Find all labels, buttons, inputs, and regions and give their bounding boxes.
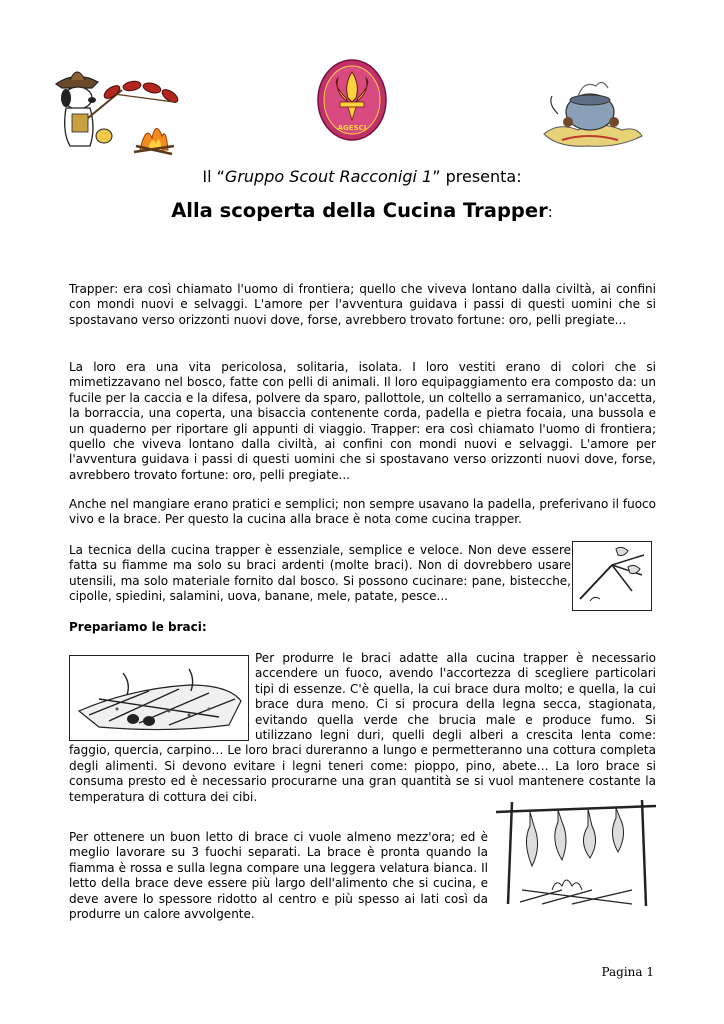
fleur-de-lis-icon bbox=[316, 58, 388, 142]
paragraph-braci-text: Per produrre le braci adatte alla cucina trapper è necessario accendere un fuoco, avendo l'accortezza di scegliere particolari tipi di essenze. C'è quella, la cui brace dura molto; e quella, la cui brace dura meno. Ci si procura della legna secca, stagionata, evitando quella verde che brucia male e produce fumo. Si utilizzano legni duri, quelli degli alberi a crescita lenta come: faggio, quercia, carpino… Le loro braci dureranno a lungo e permetteranno una cottura completa degli alimenti. Si devono evitare i legni teneri come: pioppo, pino, abete… La loro brace si consuma presto ed è necessario procurarne una gran quantità se si vuol mantenere costante la temperatura di cottura dei cibi. bbox=[69, 651, 656, 804]
agesci-fleur-de-lis-logo bbox=[316, 58, 388, 142]
page-title bbox=[0, 199, 724, 222]
svg-text:AGESCI: AGESCI bbox=[337, 124, 367, 132]
cooking-pot-icon bbox=[538, 74, 644, 150]
snoopy-campfire-logo bbox=[52, 62, 192, 158]
page-title-colon: : bbox=[547, 203, 553, 221]
paragraph-trapper-life: La loro era una vita pericolosa, solitaria, isolata. I loro vestiti erano di colori che si mimetizzavano nel bosco, fatte con pelli di animali. Il loro equipaggiamento era composto da: un fucile per la caccia e la difesa, polvere da sparo, pallottole, un coltello a serramanico, un'accetta, la borraccia, una coperta, una bisaccia contenente corda, padella e pietra focaia, una bussola e un quaderno per riportare gli appunti di viaggio. Trapper: era così chiamato l'uomo di frontiera; quello che viveva lontano dalla civiltà, ai confini con mondi nuovi e selvaggi. L'amore per l'avventura guidava i passi di questi uomini che si spostavano verso orizzonti nuovi dove, forse, avrebbero trovato fortune: oro, pelli pregiate... bbox=[69, 360, 656, 482]
paragraph-technique: La tecnica della cucina trapper è essenziale, semplice e veloce. Non deve essere fatta su fiamme ma solo su braci ardenti (molte braci). Non di dovrebbero usare utensili, ma solo materiale fornito dal bosco. Si possono cucinare: pane, bistecche, cipolle, spiedini, salamini, uova, banane, mele, patate, pesce... bbox=[69, 543, 571, 604]
subtitle-suffix: ” presenta: bbox=[432, 167, 522, 186]
subtitle-prefix: Il “ bbox=[202, 167, 225, 186]
ember-bed-spacer bbox=[69, 651, 249, 739]
paragraph-ember-bed: Per ottenere un buon letto di brace ci vuole almeno mezz'ora; ed è meglio lavorare su 3 fuochi separati. La brace è pronta quando la fiamma è rossa e sulla legna compare una leggera velatura bianca. Il letto della brace deve essere più largo dell'alimento che si cucina, e deve avere lo spessore ridotto al centro e più spesso ai lati così da produrre un calore avvolgente. bbox=[69, 830, 488, 922]
page-title-text: Alla scoperta della Cucina Trapper bbox=[171, 199, 548, 222]
hanging-meat-rack-figure bbox=[492, 786, 660, 928]
paragraph-trapper-definition: Trapper: era così chiamato l'uomo di frontiera; quello che viveva lontano dalla civiltà, ai confini con mondi nuovi e selvaggi. L'amore per l'avventura guidava i passi di questi uomini che si spostavano verso orizzonti nuovi dove, forse, avrebbero trovato fortune: oro, pelli pregiate... bbox=[69, 282, 656, 327]
snoopy-icon bbox=[52, 62, 192, 158]
spit-skewer-icon bbox=[572, 541, 652, 611]
page-number: Pagina 1 bbox=[601, 965, 654, 979]
meat-rack-icon bbox=[492, 786, 660, 928]
paragraph-braci-preparation bbox=[69, 651, 656, 805]
section-heading-braci: Prepariamo le braci: bbox=[69, 620, 207, 634]
spit-roast-figure bbox=[572, 541, 652, 611]
group-name: Gruppo Scout Racconigi 1 bbox=[224, 167, 433, 186]
presenter-line bbox=[0, 167, 724, 186]
camp-cooking-pot-logo bbox=[538, 74, 644, 150]
paragraph-eating-habits: Anche nel mangiare erano pratici e semplici; non sempre usavano la padella, preferivano il fuoco vivo e la brace. Per questo la cucina alla brace è nota come cucina trapper. bbox=[69, 497, 656, 527]
